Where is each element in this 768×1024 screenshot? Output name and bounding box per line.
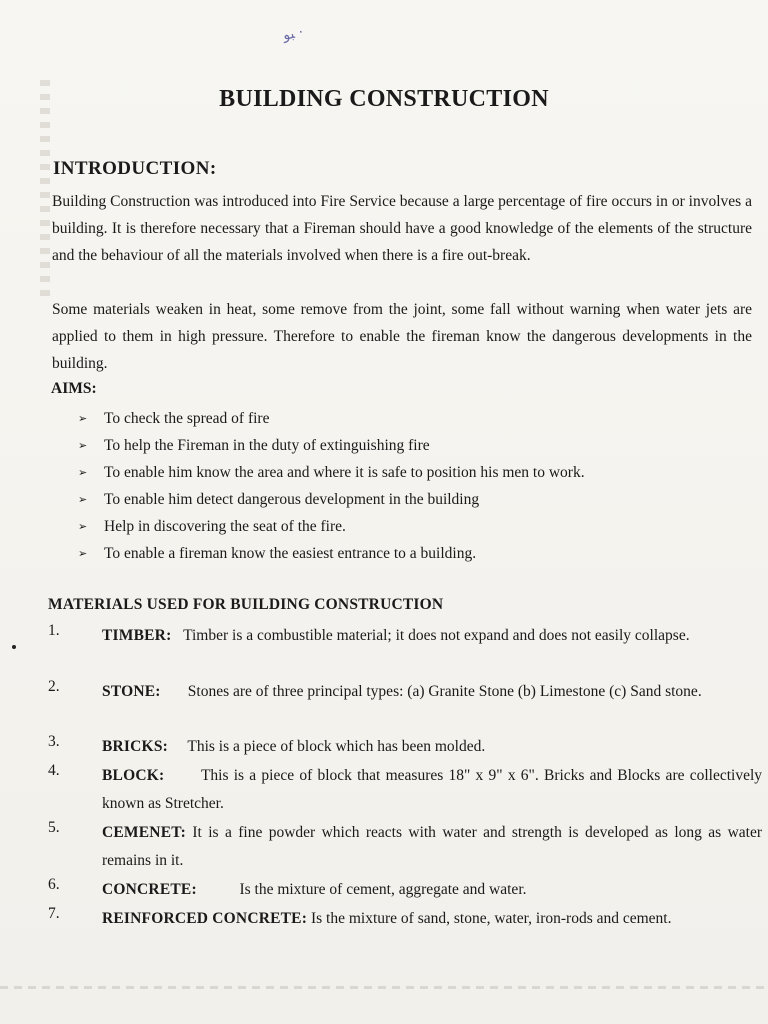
material-term: CONCRETE:	[102, 881, 197, 898]
material-number: 3.	[48, 733, 60, 750]
material-description: Is the mixture of sand, stone, water, iron-rods and cement.	[310, 910, 672, 927]
material-number: 7.	[48, 905, 60, 922]
aim-item: ➢ Help in discovering the seat of the fire.	[78, 513, 585, 540]
aims-heading: AIMS:	[51, 380, 97, 397]
material-item	[48, 733, 762, 761]
material-item	[48, 678, 762, 706]
material-term: CEMENET:	[102, 824, 186, 841]
material-number: 6.	[48, 876, 60, 893]
material-description: Stones are of three principal types: (a) Granite Stone (b) Limestone (c) Sand stone.	[187, 683, 702, 700]
material-item	[48, 762, 762, 817]
introduction-heading: INTRODUCTION:	[53, 158, 217, 179]
introduction-paragraph-2: Some materials weaken in heat, some remove from the joint, some fall without warning when water jets are applied to them in high pressure. Therefore to enable the fireman know the dangerous developments in the building.	[52, 301, 752, 373]
material-number: 1.	[48, 622, 60, 639]
material-item	[48, 819, 762, 874]
materials-list-6	[48, 876, 762, 904]
scan-edge-line	[0, 986, 768, 989]
materials-list-3	[48, 733, 762, 761]
material-number: 2.	[48, 678, 60, 695]
arrow-bullet-icon: ➢	[78, 520, 88, 533]
handwritten-scribble: ﺒﻮ ·	[281, 24, 305, 44]
aim-item: ➢ To check the spread of fire	[78, 405, 585, 432]
margin-stamp-mark	[40, 80, 50, 300]
materials-heading: MATERIALS USED FOR BUILDING CONSTRUCTION	[48, 596, 444, 613]
materials-list-7	[48, 905, 762, 933]
materials-list-4	[48, 762, 762, 817]
material-item	[48, 876, 762, 904]
material-item	[48, 622, 762, 650]
material-term: BRICKS:	[102, 738, 168, 755]
aim-item: ➢ To enable him detect dangerous development in the building	[78, 486, 585, 513]
arrow-bullet-icon: ➢	[78, 493, 88, 506]
arrow-bullet-icon: ➢	[78, 547, 88, 560]
introduction-paragraph-1: Building Construction was introduced into Fire Service because a large percentage of fire occurs in or involves a building. It is therefore necessary that a Fireman should have a good knowledge of the elements of the structure and the behaviour of all the materials involved when there is a fire out-break.	[52, 193, 752, 265]
aims-list	[78, 405, 585, 567]
material-term: BLOCK:	[102, 767, 165, 784]
aim-item: ➢ To enable him know the area and where it is safe to position his men to work.	[78, 459, 585, 486]
material-description: It is a fine powder which reacts with water and strength is developed as long as water remains in it.	[102, 824, 762, 869]
material-item	[48, 905, 762, 933]
arrow-bullet-icon: ➢	[78, 439, 88, 452]
arrow-bullet-icon: ➢	[78, 412, 88, 425]
scan-speck	[12, 645, 16, 649]
aim-item: ➢ To help the Fireman in the duty of extinguishing fire	[78, 432, 585, 459]
material-number: 4.	[48, 762, 60, 779]
material-description: Is the mixture of cement, aggregate and water.	[239, 881, 527, 898]
page-title: BUILDING CONSTRUCTION	[219, 86, 549, 112]
material-description: Timber is a combustible material; it does not expand and does not easily collapse.	[183, 627, 690, 644]
material-term: STONE:	[102, 683, 161, 700]
aim-item: ➢ To enable a fireman know the easiest entrance to a building.	[78, 540, 585, 567]
arrow-bullet-icon: ➢	[78, 466, 88, 479]
material-description: This is a piece of block that measures 18" x 9" x 6". Bricks and Blocks are collectively known as Stretcher.	[102, 767, 763, 812]
materials-list-5	[48, 819, 762, 874]
material-description: This is a piece of block which has been molded.	[187, 738, 486, 755]
material-term: TIMBER:	[102, 627, 172, 644]
materials-list-2	[48, 678, 762, 706]
material-number: 5.	[48, 819, 60, 836]
materials-list-1	[48, 622, 762, 650]
material-term: REINFORCED CONCRETE:	[102, 910, 308, 927]
